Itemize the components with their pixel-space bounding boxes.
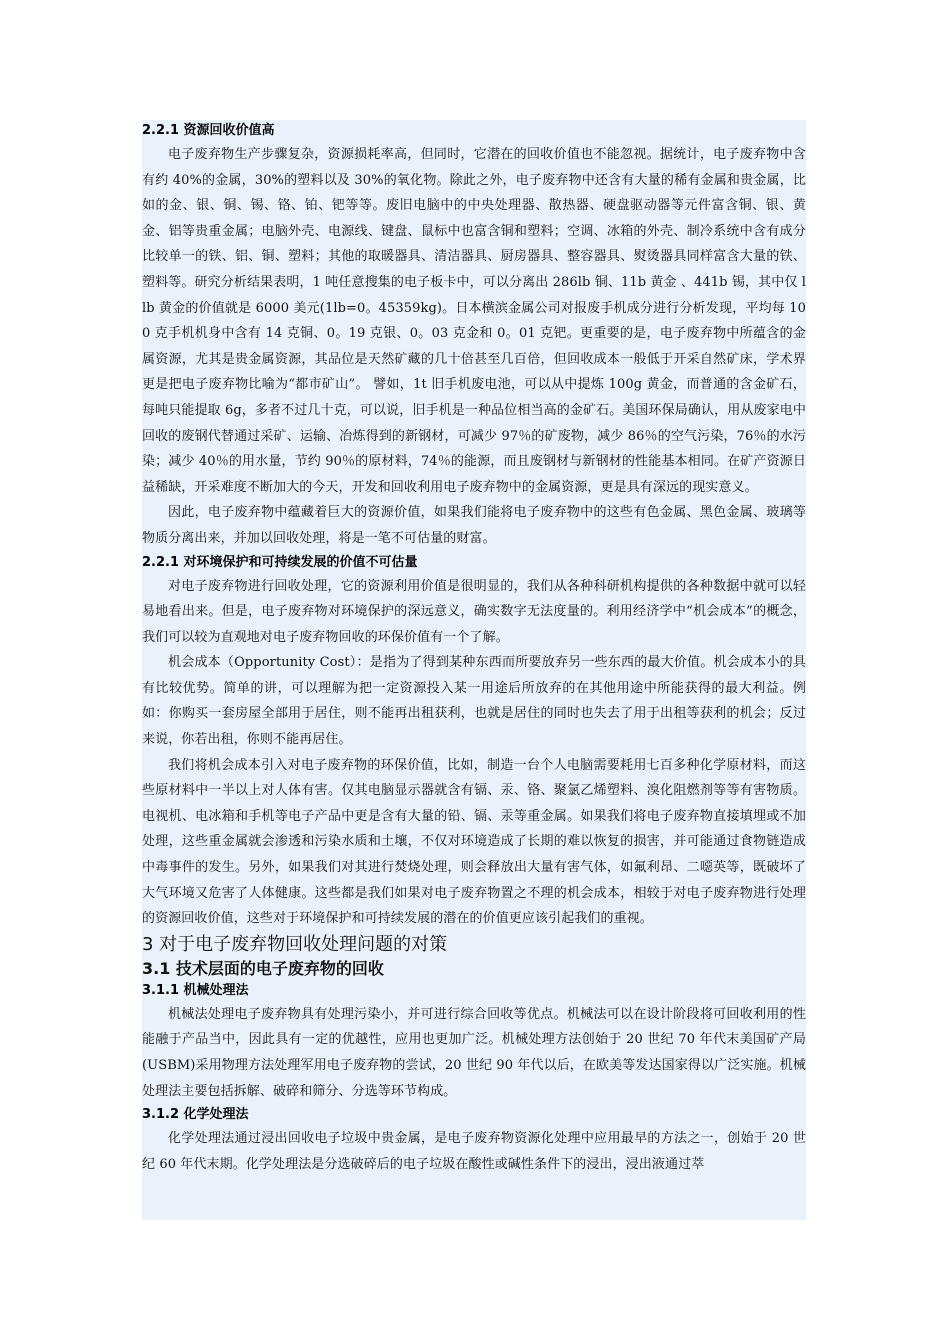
section-heading-3-1-1: 3.1.1 机械处理法 — [142, 982, 249, 998]
section-heading-2-2-1-resource: 2.2.1 资源回收价值高 — [142, 123, 275, 138]
paragraph: 因此，电子废弃物中蕴藏着巨大的资源价值，如果我们能将电子废弃物中的这些有色金属、黑色金属、玻璃等物质分离出来，并加以回收处理，将是一笔不可估量的财富。 — [142, 505, 806, 546]
document-text-block — [142, 120, 806, 1220]
chapter-heading-3: 3 对于电子废弃物回收处理问题的对策 — [142, 933, 448, 955]
paragraph: 对电子废弃物进行回收处理，它的资源利用价值是很明显的，我们从各种科研机构提供的各种数据中就可以轻易地看出来。但是，电子废弃物对环境保护的深远意义，确实数字无法度量的。利用经济学中“机会成本”的概念，我们可以较为直观地对电子废弃物回收的环保价值有一个了解。 — [142, 578, 806, 645]
paragraph: 电子废弃物生产步骤复杂，资源损耗率高，但同时，它潜在的回收价值也不能忽视。据统计，电子废弃物中含有约 40%的金属，30%的塑料以及 30%的氧化物。除此之外，电子废弃物中还含有大量的稀有金属和贵金属，比如的金、银、铜、锡、铬、铂、钯等等。废旧电脑中的中央处理器、散热器、硬盘驱动器等元件富含铜、银、黄金、铝等贵重金属；电脑外壳、电源线、键盘、鼠标中也富含铜和塑料；空调、冰箱的外壳、制冷系统中含有成分比较单一的铁、铝、铜、塑料；其他的取暖器具、清洁器具、厨房器具、整容器具、熨烫器具同样富含大量的铁、塑料等。研究分析结果表明，1 吨任意搜集的电子板卡中，可以分离出 286lb 铜、11b 黄金 、441b 锡，其中仅 llb 黄金的价值就是 6000 美元(1lb=0。45359kg)。日本横滨金属公司对报废手机成分进行分析发现，平均每 100 克手机机身中含有 14 克铜、0。19 克银、0。03 克金和 0。01 克钯。更重要的是，电子废弃物中所蕴含的金属资源，尤其是贵金属资源，其品位是天然矿藏的几十倍甚至几百倍，但回收成本一般低于开采自然矿床，学术界更是把电子废弃物比喻为“都市矿山”。 譬如，1t 旧手机废电池，可以从中提炼 100g 黄金，而普通的含金矿石，每吨只能提取 6g，多者不过几十克，可以说，旧手机是一种品位相当高的金矿石。美国环保局确认，用从废家电中回收的废钢代替通过采矿、运输、冶炼得到的新钢材，可减少 97％的矿废物，减少 86％的空气污染，76％的水污染；减少 40％的用水量，节约 90％的原材料，74％的能源，而且废钢材与新钢材的性能基本相同。在矿产资源日益稀缺，开采难度不断加大的今天，开发和回收利用电子废弃物中的金属资源，更是具有深远的现实意义。 — [142, 147, 806, 495]
section-heading-3-1-2: 3.1.2 化学处理法 — [142, 1107, 249, 1123]
paragraph: 我们将机会成本引入对电子废弃物的环保价值，比如，制造一台个人电脑需要耗用七百多种化学原材料，而这些原材料中一半以上对人体有害。仅其电脑显示器就含有镉、汞、铬、聚氯乙烯塑料、溴化阻燃剂等等有害物质。电视机、电冰箱和手机等电子产品中更是含有大量的铅、镉、汞等重金属。如果我们将电子废弃物直接填埋或不加处理，这些重金属就会渗透和污染水质和土壤，不仅对环境造成了长期的难以恢复的损害，并可能通过食物链造成中毒事件的发生。另外，如果我们对其进行焚烧处理，则会释放出大量有害气体，如氟利昂、二噁英等，既破坏了大气环境又危害了人体健康。这些都是我们如果对电子废弃物置之不理的机会成本，相较于对电子废弃物进行处理的资源回收价值，这些对于环境保护和可持续发展的潜在的价值更应该引起我们的重视。 — [142, 757, 806, 927]
paragraph: 化学处理法通过浸出回收电子垃圾中贵金属，是电子废弃物资源化处理中应用最早的方法之一，创始于 20 世纪 60 年代末期。化学处理法是分选破碎后的电子垃圾在酸性或碱性条件下的浸出，浸出液通过萃 — [142, 1131, 806, 1172]
section-heading-3-1: 3.1 技术层面的电子废弃物的回收 — [142, 958, 384, 978]
paragraph: 机械法处理电子废弃物具有处理污染小，并可进行综合回收等优点。机械法可以在设计阶段将可回收利用的性能融于产品当中，因此具有一定的优越性，应用也更加广泛。机械处理方法创始于 20 世纪 70 年代末美国矿产局(USBM)采用物理方法处理军用电子废弃物的尝试，20 世纪 90 年代以后，在欧美等发达国家得以广泛实施。机械处理法主要包括拆解、破碎和筛分、分选等环节构成。 — [142, 1006, 806, 1099]
section-heading-2-2-1-environment: 2.2.1 对环境保护和可持续发展的价值不可估量 — [142, 554, 418, 570]
paragraph: 机会成本（Opportunity Cost）：是指为了得到某种东西而所要放弃另一些东西的最大价值。机会成本小的具有比较优势。简单的讲，可以理解为把一定资源投入某一用途后所放弃的在其他用途中所能获得的最大利益。例如：你购买一套房屋全部用于居住，则不能再出租获利，也就是居住的同时也失去了用于出租等获利的机会；反过来说，你若出租，你则不能再居住。 — [142, 655, 806, 748]
